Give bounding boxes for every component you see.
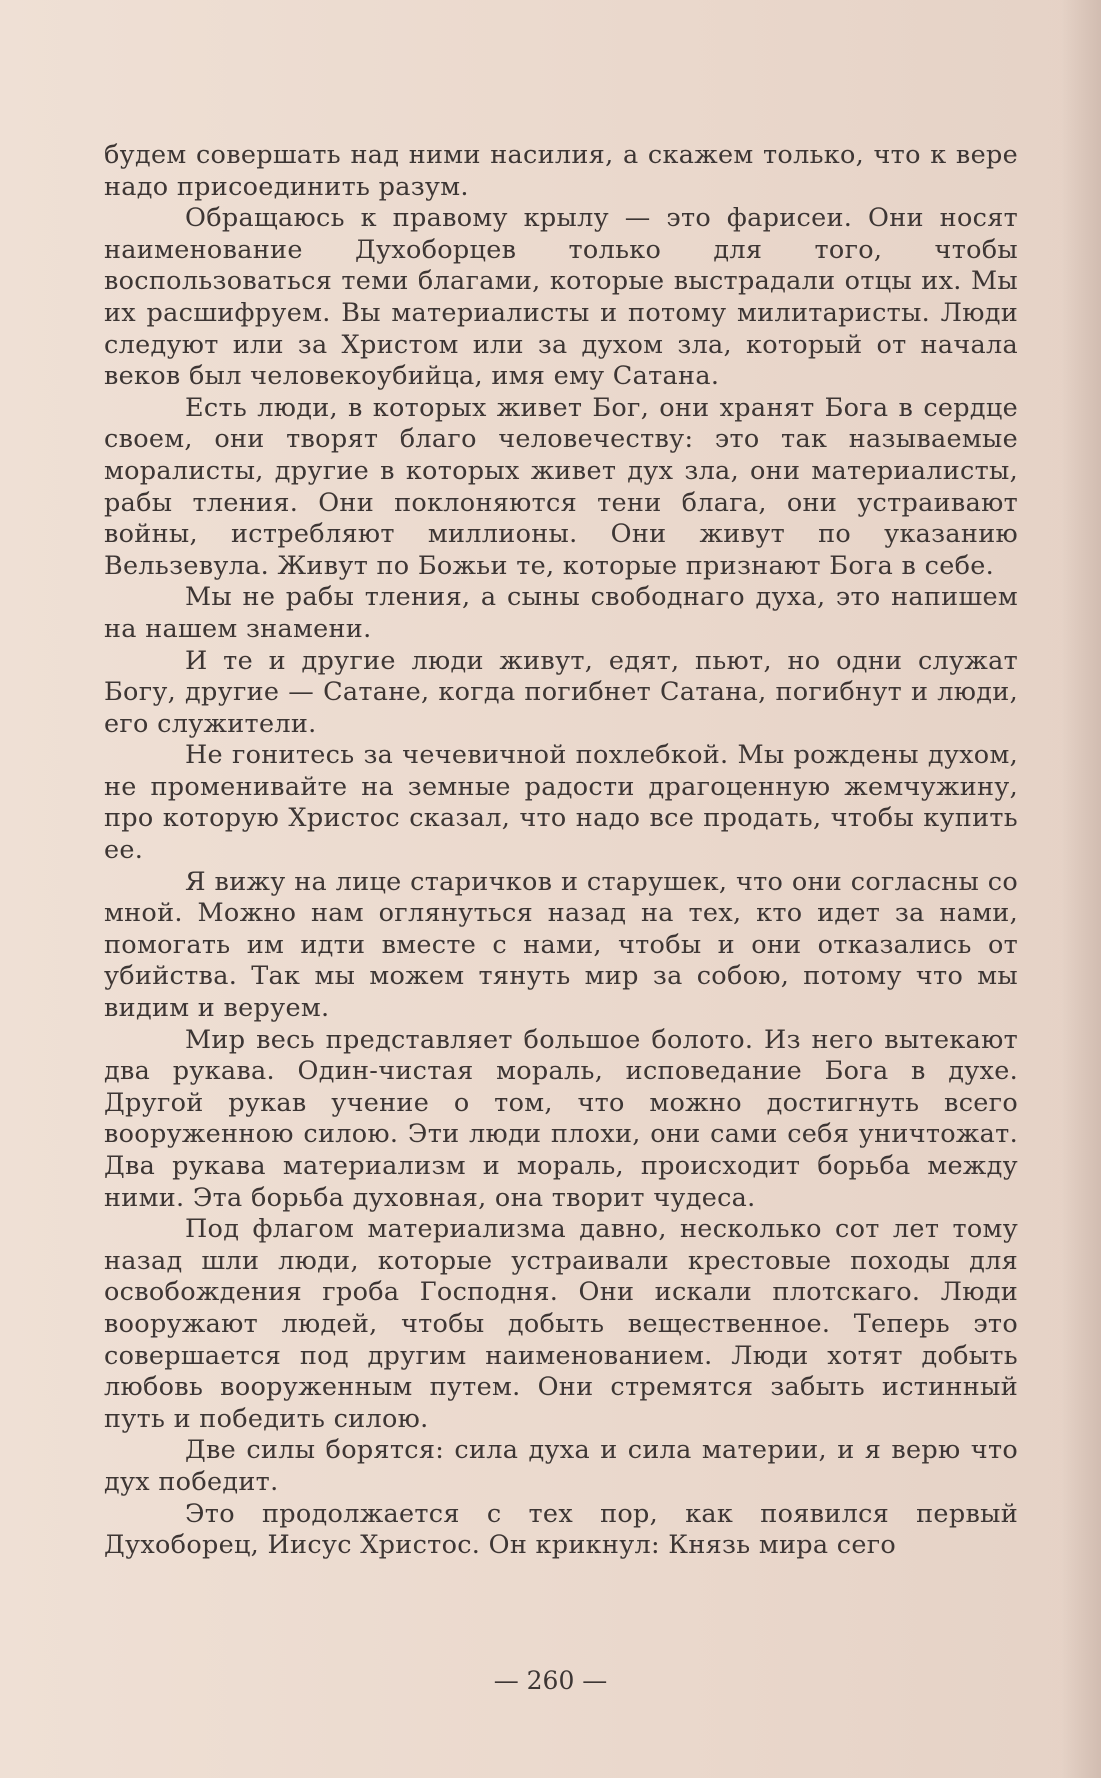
paragraph: Мы не рабы тления, а сыны свободнаго духа, это напишем на нашем знамени. bbox=[104, 582, 1018, 644]
paragraph: Мир весь представляет большое болото. Из него вытекают два рукава. Один-чистая мораль, исповедание Бога в духе. Другой рукав учение о том, что можно достигнуть всего вооруженною силою. Эти люди плохи, они сами себя уничтожат. Два рукава материализм и мораль, происходит борьба между ними. Эта борьба духовная, она творит чудеса. bbox=[104, 1024, 1018, 1213]
paragraph: Я вижу на лице старичков и старушек, что они согласны со мной. Можно нам оглянуться назад на тех, кто идет за нами, помогать им идти вместе с нами, чтобы и они отказались от убийства. Так мы можем тянуть мир за собою, потому что мы видим и веруем. bbox=[104, 866, 1018, 1024]
body-text bbox=[104, 140, 1018, 1562]
paragraph: Есть люди, в которых живет Бог, они хранят Бога в сердце своем, они творят благо человечеству: это так называемые моралисты, другие в которых живет дух зла, они материалисты, рабы тления. Они поклоняются тени блага, они устраивают войны, истребляют миллионы. Они живут по указанию Вельзевула. Живут по Божьи те, которые признают Бога в себе. bbox=[104, 392, 1018, 581]
paragraph: Это продолжается с тех пор, как появился первый Духоборец, Иисус Христос. Он крикнул: Князь мира сего bbox=[104, 1498, 1018, 1561]
page-number: — 260 — bbox=[493, 1666, 608, 1695]
paragraph: И те и другие люди живут, едят, пьют, но одни служат Богу, другие — Сатане, когда погибнет Сатана, погибнут и люди, его служители. bbox=[104, 645, 1018, 739]
paragraph: Под флагом материализма давно, несколько сот лет тому назад шли люди, которые устраивали крестовые походы для освобождения гроба Господня. Они искали плотскаго. Люди вооружают людей, чтобы добыть вещественное. Теперь это совершается под другим наименованием. Люди хотят добыть любовь вооруженным путем. Они стремятся забыть истинный путь и победить силою. bbox=[104, 1214, 1018, 1434]
paragraph: Обращаюсь к правому крылу — это фарисеи. Они носят наименование Духоборцев только для того, чтобы воспользоваться теми благами, которые выстрадали отцы их. Мы их расшифруем. Вы материалисты и потому милитаристы. Люди следуют или за Христом или за духом зла, который от начала веков был человекоубийца, имя ему Сатана. bbox=[104, 203, 1018, 392]
paragraph: Две силы борятся: сила духа и сила материи, и я верю что дух победит. bbox=[104, 1435, 1018, 1497]
page-edge-shadow bbox=[1061, 0, 1101, 1778]
paragraph: будем совершать над ними насилия, а скажем только, что к вере надо присоединить разум. bbox=[104, 140, 1018, 202]
paragraph: Не гонитесь за чечевичной похлебкой. Мы рождены духом, не променивайте на земные радости драгоценную жемчужину, про которую Христос сказал, что надо все продать, чтобы купить ее. bbox=[104, 740, 1018, 866]
